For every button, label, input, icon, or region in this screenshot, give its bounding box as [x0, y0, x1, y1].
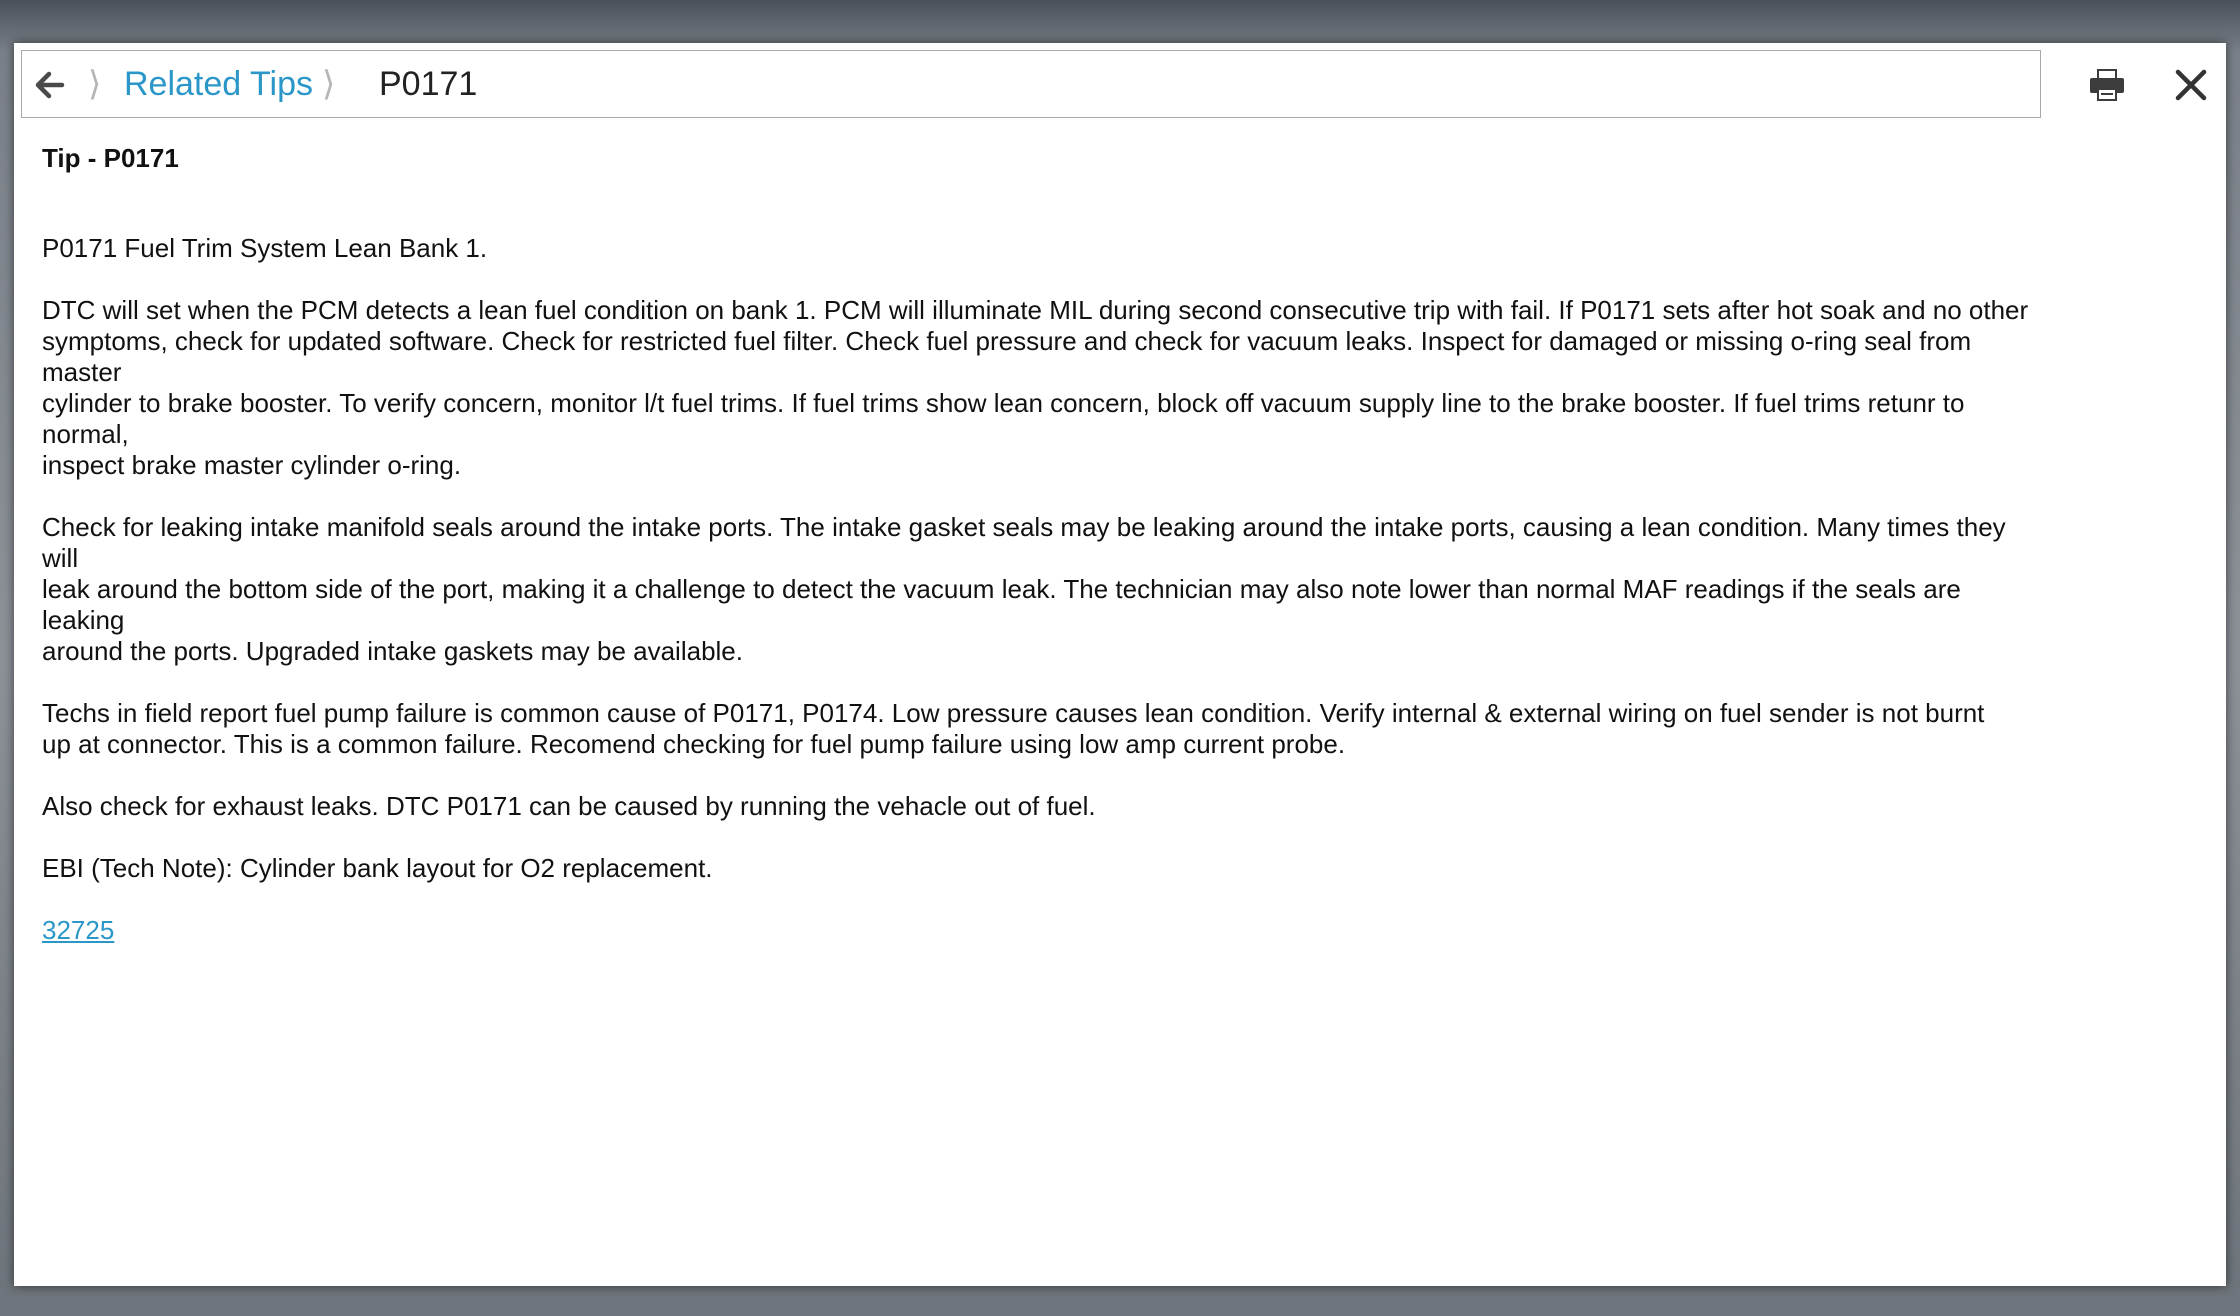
back-button[interactable]: [30, 65, 70, 105]
tip-text-line: Techs in field report fuel pump failure is common cause of P0171, P0174. Low pressure causes lean condition. Verify internal & external wiring on fuel sender is not burnt: [42, 698, 1985, 728]
tip-paragraph: [42, 233, 2212, 264]
close-icon: [2172, 66, 2210, 104]
tip-text-line: symptoms, check for updated software. Check for restricted fuel filter. Check fuel pressure and check for vacuum leaks. Inspect for damaged or missing o-ring seal from: [42, 326, 1972, 356]
tip-text-line: normal,: [42, 419, 129, 449]
close-button[interactable]: [2172, 66, 2210, 104]
tip-text-line: inspect brake master cylinder o-ring.: [42, 450, 462, 480]
tip-dialog: [14, 43, 2226, 1286]
tip-paragraph: [42, 698, 2212, 760]
breadcrumb-separator: ⟩: [322, 65, 336, 103]
breadcrumb-related-tips-link[interactable]: Related Tips: [124, 65, 313, 103]
tip-text-line: Check for leaking intake manifold seals around the intake ports. The intake gasket seals may be leaking around the intake ports, causing a lean condition. Many times they: [42, 512, 2006, 542]
printer-icon: [2088, 66, 2126, 104]
tip-text-line: master: [42, 357, 122, 387]
tip-text-line: up at connector. This is a common failure. Recomend checking for fuel pump failure using low amp current probe.: [42, 729, 1346, 759]
tip-text-line: cylinder to brake booster. To verify concern, monitor l/t fuel trims. If fuel trims show lean concern, block off vacuum supply line to the brake booster. If fuel trims retunr to: [42, 388, 1965, 418]
tip-content: [42, 143, 2212, 977]
arrow-left-icon: [30, 65, 70, 105]
tip-paragraph: [42, 512, 2212, 667]
breadcrumb-separator: ⟩: [88, 65, 102, 103]
tip-body: [42, 233, 2212, 884]
tip-text-line: Also check for exhaust leaks. DTC P0171 can be caused by running the vehacle out of fuel.: [42, 791, 1096, 821]
tip-text-line: EBI (Tech Note): Cylinder bank layout for O2 replacement.: [42, 853, 713, 883]
reference-link-wrapper: [42, 915, 2212, 946]
tip-text-line: leak around the bottom side of the port, making it a challenge to detect the vacuum leak. The technician may also note lower than normal MAF readings if the seals are: [42, 574, 1961, 604]
print-button[interactable]: [2088, 66, 2126, 104]
tip-paragraph: [42, 853, 2212, 884]
tip-title: Tip - P0171: [42, 143, 179, 173]
breadcrumb-current: P0171: [379, 65, 478, 103]
tip-paragraph: [42, 295, 2212, 481]
tip-text-line: DTC will set when the PCM detects a lean fuel condition on bank 1. PCM will illuminate MIL during second consecutive trip with fail. If P0171 sets after hot soak and no other: [42, 295, 2029, 325]
tip-text-line: will: [42, 543, 79, 573]
breadcrumb-bar: [21, 50, 2041, 118]
tip-paragraph: [42, 791, 2212, 822]
tip-text-line: P0171 Fuel Trim System Lean Bank 1.: [42, 233, 488, 263]
tip-text-line: around the ports. Upgraded intake gaskets may be available.: [42, 636, 743, 666]
reference-link[interactable]: 32725: [42, 915, 115, 945]
tip-text-line: leaking: [42, 605, 125, 635]
